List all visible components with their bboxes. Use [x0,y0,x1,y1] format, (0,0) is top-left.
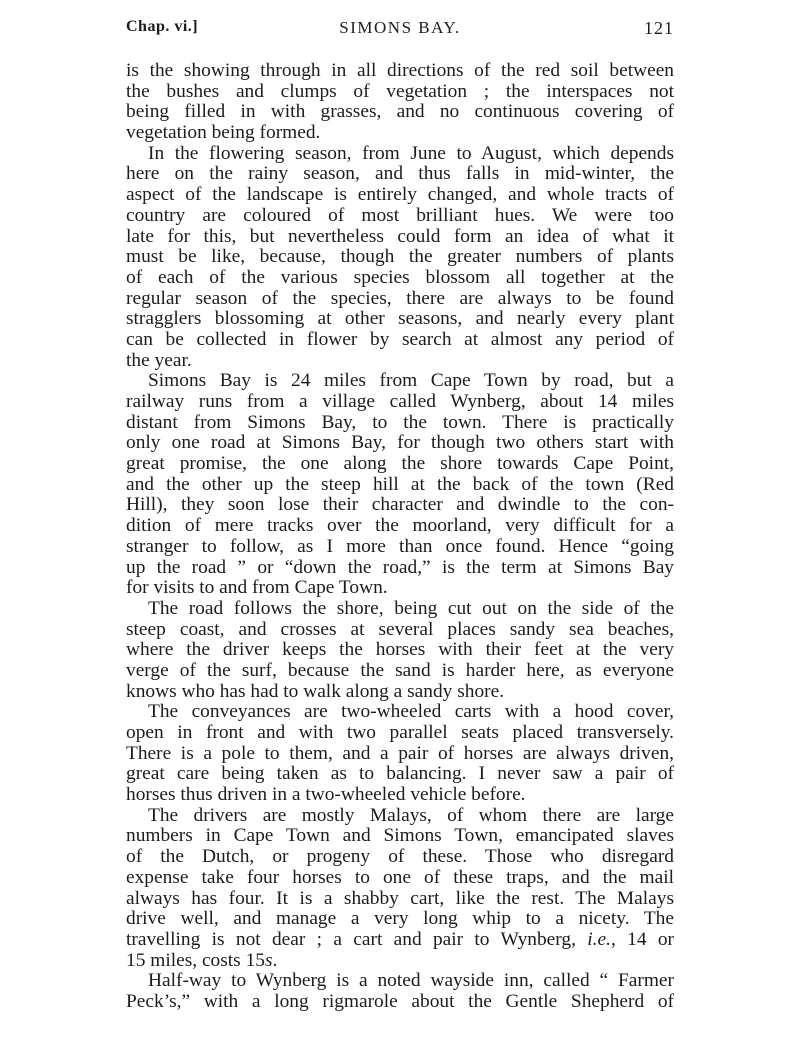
text-line: must be like, because, though the greater numbers of plants [126,246,674,268]
text-line: expense take four horses to one of these traps, and the mail [126,866,674,888]
text-line: The road follows the shore, being cut out on the side of the [148,597,674,619]
text-line: the year. [126,349,192,371]
running-head [126,18,674,52]
text-line: verge of the surf, because the sand is harder here, as everyone [126,659,674,681]
text-line: here on the rainy season, and thus falls in mid-winter, the [126,163,674,185]
text-line: can be collected in flower by search at almost any period of [126,328,674,350]
book-page [126,18,674,1013]
text-line: country are coloured of most brilliant hues. We were too [126,204,674,226]
text-line: vegetation being formed. [126,122,321,144]
text-line: The conveyances are two-wheeled carts with a hood cover, [148,701,674,723]
text-line: horses thus driven in a two-wheeled vehicle before. [126,784,526,806]
text-line: 15 miles, costs 15s. [126,949,278,971]
chapter-label: Chap. vi.] [126,18,199,35]
text-line: always has four. It is a shabby cart, like the rest. The Malays [126,887,674,909]
text-line: Simons Bay is 24 miles from Cape Town by road, but a [148,370,674,392]
text-line: being filled in with grasses, and no continuous covering of [126,101,674,123]
text-line: railway runs from a village called Wynberg, about 14 miles [126,391,674,412]
page-number: 121 [644,18,674,38]
text-line: for visits to and from Cape Town. [126,577,388,599]
text-line: In the flowering season, from June to August, which depends [148,142,674,164]
text-line: Half-way to Wynberg is a noted wayside inn, called “ Farmer [148,970,674,992]
text-line: numbers in Cape Town and Simons Town, emancipated slaves [126,825,674,847]
text-line: regular season of the species, there are always to be found [126,287,674,309]
text-line: drive well, and manage a very long whip to a nicety. The [126,908,674,930]
text-line: of the Dutch, or progeny of these. Those who disregard [126,846,674,868]
text-line: great promise, the one along the shore towards Cape Point, [126,453,674,475]
text-line: great care being taken as to balancing. I never saw a pair of [126,763,674,785]
text-line: travelling is not dear ; a cart and pair to Wynberg, i.e., 14 or [126,928,674,950]
text-line: stranger to follow, as I more than once found. Hence “going [126,535,674,557]
page-title: SIMONS BAY. [339,18,461,37]
text-line: knows who has had to walk along a sandy shore. [126,680,505,702]
text-line: The drivers are mostly Malays, of whom there are large [148,804,674,826]
text-line: aspect of the landscape is entirely changed, and whole tracts of [126,184,674,206]
text-line: late for this, but nevertheless could form an idea of what it [126,225,674,247]
text-line: Peck’s,” with a long rigmarole about the Gentle Shepherd of [126,990,674,1012]
italic-abbrev: i.e. [587,928,611,950]
text-line: where the driver keeps the horses with their feet at the very [126,639,674,661]
text-line: There is a pole to them, and a pair of horses are always driven, [126,742,674,764]
italic-currency: s [264,949,273,971]
text-line: of each of the various species blossom all together at the [126,266,674,288]
text-line: is the showing through in all directions of the red soil between [126,60,674,81]
text-line: the bushes and clumps of vegetation ; the interspaces not [126,80,674,102]
text-line: steep coast, and crosses at several places sandy sea beaches, [126,618,674,640]
text-line: stragglers blossoming at other seasons, and nearly every plant [126,308,674,330]
text-line: and the other up the steep hill at the back of the town (Red [126,473,674,495]
text-line: up the road ” or “down the road,” is the term at Simons Bay [126,556,674,578]
text-line: open in front and with two parallel seats placed transversely. [126,722,674,743]
body-text [126,61,674,1013]
text-line: Hill), they soon lose their character and dwindle to the con- [126,494,674,516]
text-line: distant from Simons Bay, to the town. There is practically [126,411,674,433]
text-line: only one road at Simons Bay, for though two others start with [126,432,674,454]
text-line: dition of mere tracks over the moorland, very difficult for a [126,515,674,537]
